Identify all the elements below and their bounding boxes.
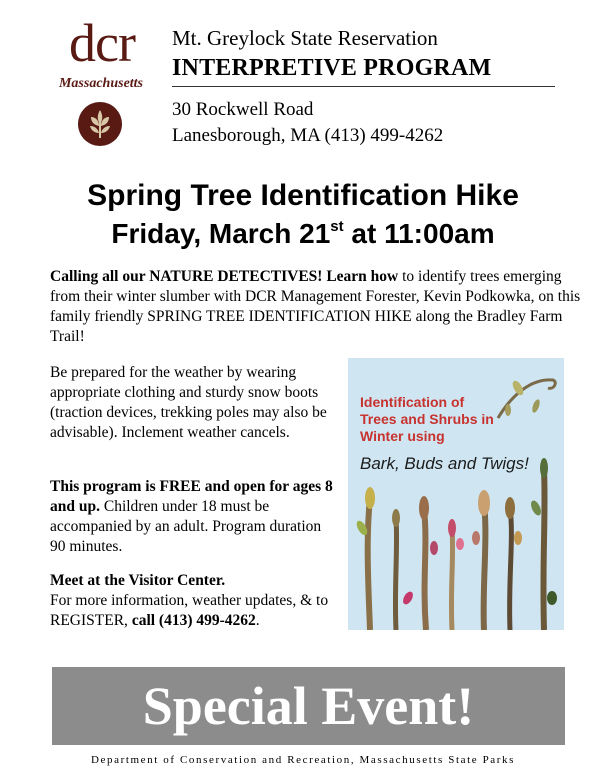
dcr-logo-state: Massachusetts <box>58 76 144 91</box>
event-date-main: Friday, March 21 <box>111 218 331 249</box>
event-date-suffix: st <box>330 218 344 235</box>
event-date-time: at 11:00am <box>343 218 495 249</box>
meet-end: . <box>255 612 260 629</box>
details-bold-lead: This program is FREE and open for ages 8 and up. <box>50 478 333 515</box>
details-rest: Children under 18 must be accompanied by an adult. Program duration 90 minutes. <box>50 498 322 555</box>
meet-paragraph <box>50 571 346 631</box>
header-org: Mt. Greylock State Reservation <box>172 26 438 50</box>
meet-call: call (413) 499-4262 <box>131 612 256 629</box>
cover-subtitle: Bark, Buds and Twigs! <box>360 454 529 473</box>
leaf-emblem-icon <box>78 102 122 146</box>
header-divider <box>172 86 555 87</box>
event-title: Spring Tree Identification Hike <box>87 179 519 212</box>
special-event-banner <box>52 667 565 745</box>
header-address-line2: Lanesborough, MA (413) 499-4262 <box>172 125 444 146</box>
details-paragraph <box>50 477 340 557</box>
header-address-line1: 30 Rockwell Road <box>172 99 314 120</box>
cover-title: Identification of Trees and Shrubs in Winter using <box>360 394 494 444</box>
meet-bold-lead: Meet at the Visitor Center. <box>50 572 226 589</box>
meet-info: For more information, weather updates, & to REGISTER, <box>50 592 329 629</box>
footer-text: Department of Conservation and Recreation, Massachusetts State Parks <box>90 754 516 766</box>
book-cover-image <box>348 358 564 630</box>
dcr-logo-letters: dcr <box>69 13 135 73</box>
weather-paragraph: Be prepared for the weather by wearing appropriate clothing and sturdy snow boots (traction devices, trekking poles may also be advisable). Inclement weather cancels. <box>50 364 327 441</box>
event-date <box>0 217 606 251</box>
intro-bold-lead: Calling all our NATURE DETECTIVES! Learn how <box>50 268 399 285</box>
header-program: INTERPRETIVE PROGRAM <box>172 55 492 81</box>
banner-text: Special Event! <box>142 676 475 736</box>
intro-paragraph <box>50 267 590 347</box>
intro-rest: to identify trees emerging from their winter slumber with DCR Management Forester, Kevin Podkowka, on this family friendly SPRING TREE IDENTIFICATION HIKE along the Bradley Farm Trail! <box>50 268 581 345</box>
